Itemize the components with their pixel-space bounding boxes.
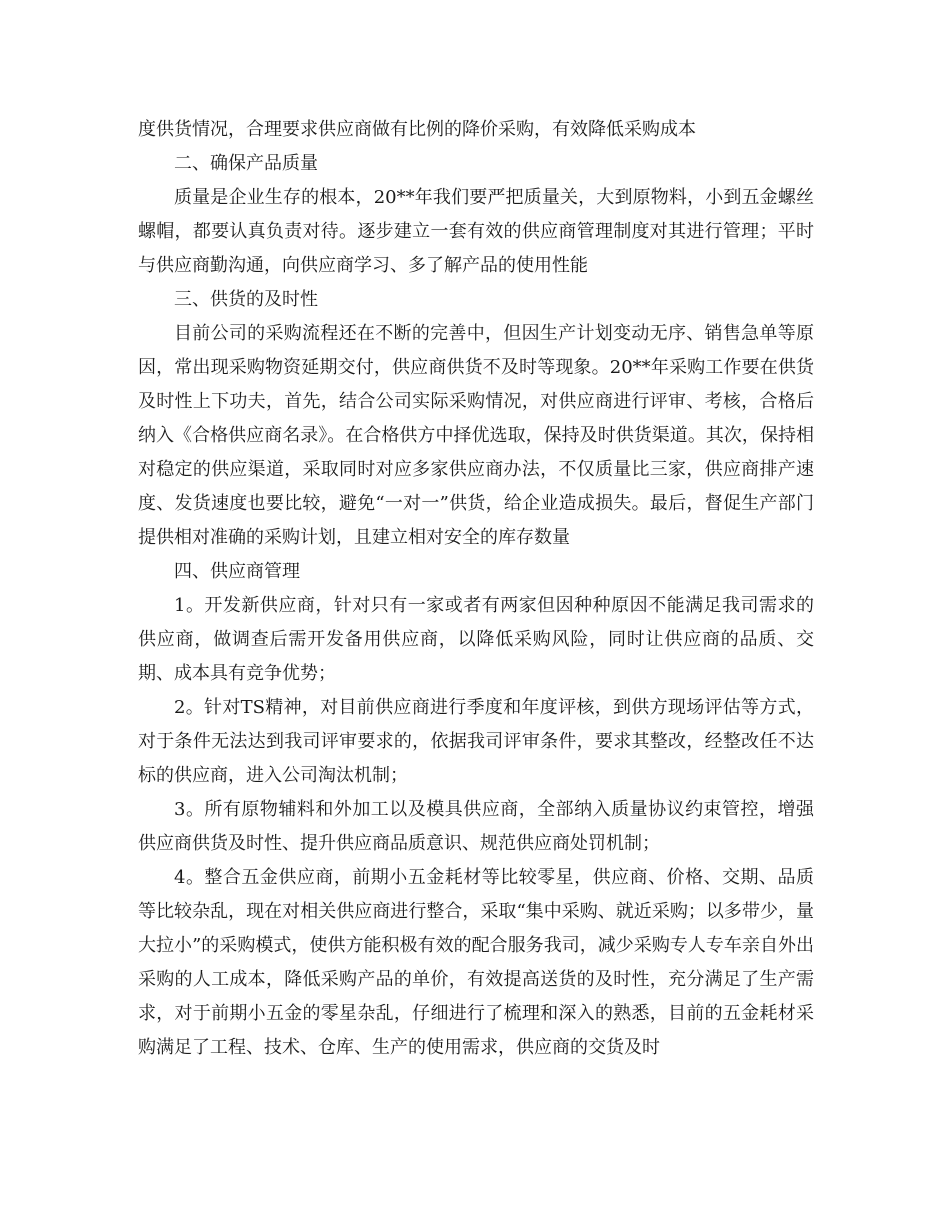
- paragraph-cost-reduction: 度供货情况，合理要求供应商做有比例的降价采购，有效降低采购成本: [138, 119, 696, 140]
- list-item-4: 4。整合五金供应商，前期小五金耗材等比较零星，供应商、价格、交期、品质等比较杂乱，现在对相关供应商进行整合，采取“集中采购、就近采购；以多带少，量大拉小”的采购模式，使供方能积极有效的配合服务我司，减少采购专人专车亲自外出采购的人工成本，降低采购产品的单价，有效提高送货的及时性，充分满足了生产需求，对于前期小五金的零星杂乱，仔细进行了梳理和深入的熟悉，目前的五金耗材采购满足了工程、技术、仓库、生产的使用需求，供应商的交货及时: [138, 867, 814, 1058]
- list-item-1: 1。开发新供应商，针对只有一家或者有两家但因种种原因不能满足我司需求的供应商，做调查后需开发备用供应商，以降低采购风险，同时让供应商的品质、交期、成本具有竞争优势；: [138, 595, 814, 684]
- list-item-3: 3。所有原物辅料和外加工以及模具供应商，全部纳入质量协议约束管控，增强供应商供货及时性、提升供应商品质意识、规范供应商处罚机制；: [138, 799, 814, 854]
- heading-supplier-management: 四、供应商管理: [174, 561, 300, 582]
- heading-product-quality: 二、确保产品质量: [174, 153, 318, 174]
- paragraph-timeliness: 目前公司的采购流程还在不断的完善中，但因生产计划变动无序、销售急单等原因，常出现采购物资延期交付，供应商供货不及时等现象。20**年采购工作要在供货及时性上下功夫，首先，结合公司实际采购情况，对供应商进行评审、考核，合格后纳入《合格供应商名录》。在合格供方中择优选取，保持及时供货渠道。其次，保持相对稳定的供应渠道，采取同时对应多家供应商办法，不仅质量比三家，供应商排产速度、发货速度也要比较，避免“一对一”供货，给企业造成损失。最后，督促生产部门提供相对准确的采购计划，且建立相对安全的库存数量: [138, 323, 814, 548]
- heading-supply-timeliness: 三、供货的及时性: [174, 289, 318, 310]
- document-body: [138, 113, 814, 1065]
- paragraph-quality: 质量是企业生存的根本，20**年我们要严把质量关，大到原物料，小到五金螺丝螺帽，都要认真负责对待。逐步建立一套有效的供应商管理制度对其进行管理；平时与供应商勤沟通，向供应商学习、多了解产品的使用性能: [138, 187, 814, 276]
- list-item-2: 2。针对TS精神，对目前供应商进行季度和年度评核，到供方现场评估等方式，对于条件无法达到我司评审要求的，依据我司评审条件，要求其整改，经整改任不达标的供应商，进入公司淘汰机制；: [138, 697, 814, 786]
